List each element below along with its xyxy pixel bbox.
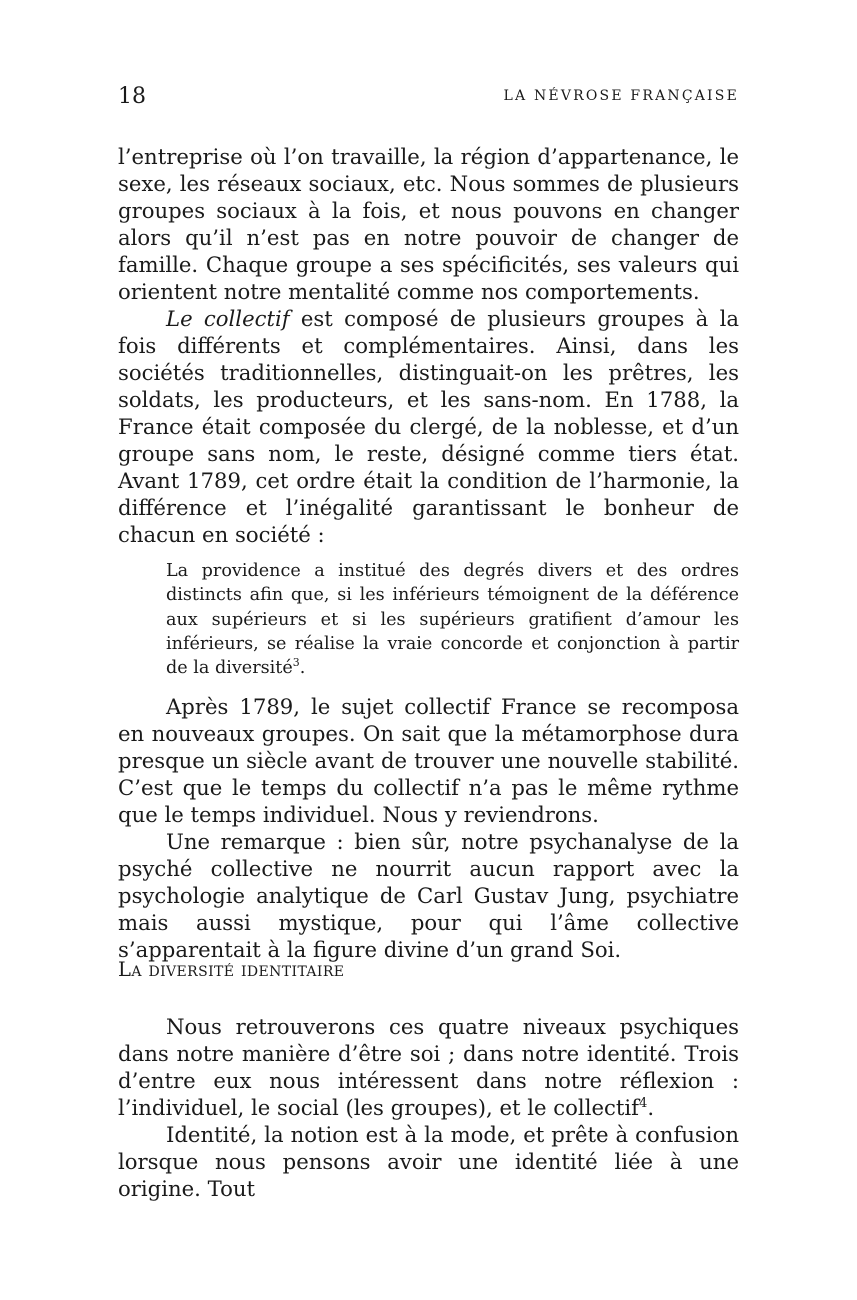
book-title: LA NÉVROSE FRANÇAISE — [503, 88, 739, 104]
paragraph-text: Nous retrouverons ces quatre niveaux psychiques dans notre manière d’être soi ; dans notre identité. Trois d’entre eux nous intéressent dans notre réflexion : l’individuel, le social (les groupes), et le collectif — [118, 1014, 739, 1120]
block-quote — [166, 559, 739, 680]
quote-text — [166, 559, 739, 680]
main-text — [118, 143, 739, 963]
page-number: 18 — [118, 84, 146, 109]
paragraph-text: est composé de plusieurs groupes à la fois différents et complémentaires. Ainsi, dans les sociétés traditionnelles, distinguait-on les prêtres, les soldats, les producteurs, et les sans-nom. En 1788, la France était composée du clergé, de la noblesse, et d’un groupe sans nom, le reste, désigné comme tiers état. Avant 1789, cet ordre était la condition de l’harmonie, la différence et l’inégalité garantissant le bonheur de chacun en société : — [118, 306, 739, 547]
paragraph: Une remarque : bien sûr, notre psychanalyse de la psyché collective ne nourrit aucun rapport avec la psychologie analytique de Carl Gustav Jung, psychiatre mais aussi mystique, pour qui l’âme collective s’apparentait à la figure divine d’un grand Soi. — [118, 829, 739, 963]
quote-end: . — [299, 658, 306, 679]
italic-term: Le collectif — [166, 306, 290, 331]
running-head — [118, 84, 739, 110]
paragraph: Identité, la notion est à la mode, et prête à confusion lorsque nous pensons avoir une identité liée à une origine. Tout — [118, 1122, 739, 1201]
paragraph — [118, 305, 739, 548]
paragraph: l’entreprise où l’on travaille, la région d’appartenance, le sexe, les réseaux sociaux, etc. Nous sommes de plusieurs groupes sociaux à la fois, et nous pouvons en changer alors qu’il n’est pas en notre pouvoir de changer de famille. Chaque groupe a ses spécificités, ses valeurs qui orientent notre mentalité comme nos comportements. — [118, 144, 739, 304]
footnote-ref-3[interactable]: 3 — [292, 656, 300, 670]
quote-body: La providence a institué des degrés divers et des ordres distincts afin que, si les inférieurs témoignent de la déférence aux supérieurs et si les supérieurs gratifient d’amour les inférieurs, se réalise la vraie concorde et conjonction à partir de la diversité — [166, 561, 739, 679]
section-heading: La diversité identitaire — [118, 958, 345, 981]
section-text — [118, 1013, 739, 1202]
footnote-ref-4[interactable]: 4 — [639, 1095, 648, 1111]
paragraph — [118, 1013, 739, 1121]
paragraph-end: . — [647, 1095, 655, 1120]
paragraph: Après 1789, le sujet collectif France se recomposa en nouveaux groupes. On sait que la métamorphose dura presque un siècle avant de trouver une nouvelle stabilité. C’est que le temps du collectif n’a pas le même rythme que le temps individuel. Nous y reviendrons. — [118, 694, 739, 828]
